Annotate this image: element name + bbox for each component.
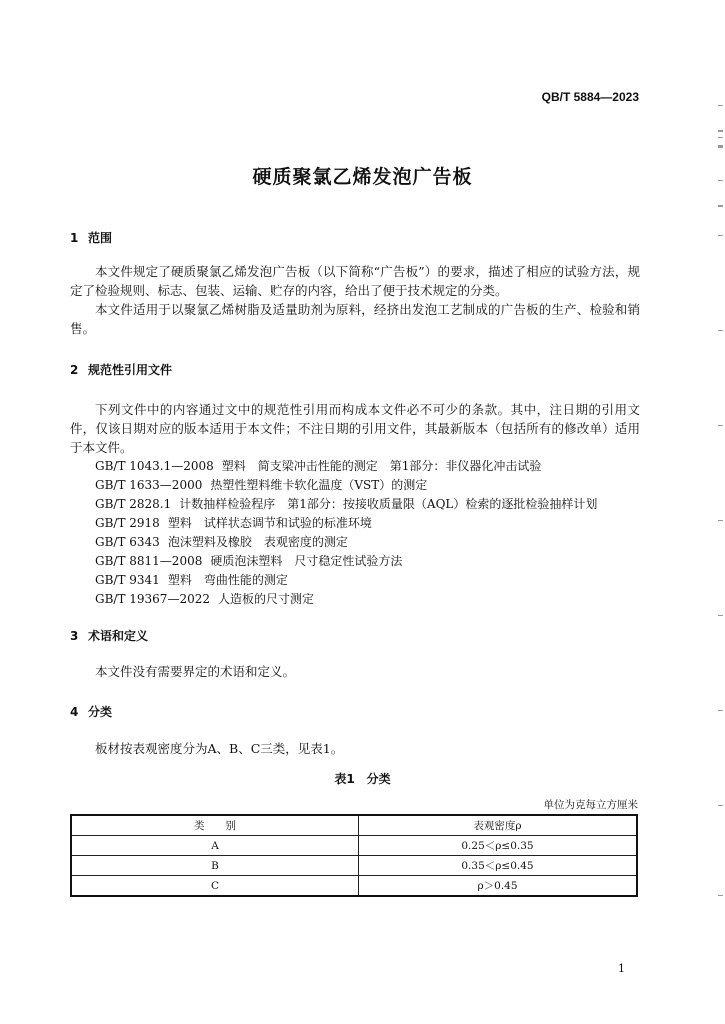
section-1-heading <box>70 229 112 246</box>
reference-item <box>95 552 597 571</box>
reference-title: 塑料 弯曲性能的测定 <box>167 573 288 587</box>
table-row <box>71 836 637 856</box>
reference-code: GB/T 1633—2000 <box>95 478 203 492</box>
table-cell-density: ρ＞0.45 <box>359 876 638 897</box>
section-1-paragraph-2: 本文件适用于以聚氯乙烯树脂及适量助剂为原料，经挤出发泡工艺制成的广告板的生产、检验和销售。 <box>70 302 640 336</box>
table-cell-density: 0.35＜ρ≤0.45 <box>359 856 638 876</box>
section-2-paragraph-1: 下列文件中的内容通过文中的规范性引用而构成本文件必不可少的条款。其中，注日期的引用文件，仅该日期对应的版本适用于本文件；不注日期的引用文件，其最新版本（包括所有的修改单）适用于本文件。 <box>70 402 640 455</box>
reference-code: GB/T 2918 <box>95 516 160 530</box>
section-4-heading <box>70 703 112 720</box>
reference-title: 泡沫塑料及橡胶 表观密度的测定 <box>167 535 348 549</box>
table-title: 表1 分类 <box>334 772 391 786</box>
section-2-heading <box>70 361 172 378</box>
header-category: 类 别 <box>71 815 359 836</box>
reference-code: GB/T 9341 <box>95 573 160 587</box>
reference-code: GB/T 19367—2022 <box>95 592 210 606</box>
table-cell-category: B <box>71 856 359 876</box>
reference-code: GB/T 6343 <box>95 535 160 549</box>
standard-code: QB/T 5884—2023 <box>541 90 639 104</box>
section-number: 4 <box>70 705 79 719</box>
header-apparent-density: 表观密度ρ <box>359 815 638 836</box>
reference-item <box>95 533 597 552</box>
classification-table <box>70 814 638 897</box>
reference-title: 塑料 试样状态调节和试验的标准环境 <box>167 516 372 530</box>
reference-item <box>95 571 597 590</box>
scan-edge-marks <box>713 95 725 975</box>
reference-item <box>95 495 597 514</box>
page-number: 1 <box>618 962 625 975</box>
reference-title: 人造板的尺寸测定 <box>217 592 314 606</box>
normative-reference-list <box>95 457 597 609</box>
section-title: 分类 <box>88 705 113 719</box>
reference-title: 计数抽样检验程序 第1部分：按接收质量限（AQL）检索的逐批检验抽样计划 <box>179 497 598 511</box>
table-cell-category: C <box>71 876 359 897</box>
reference-title: 硬质泡沫塑料 尺寸稳定性试验方法 <box>210 554 403 568</box>
reference-item <box>95 457 597 476</box>
section-title: 范围 <box>88 231 113 245</box>
table-unit-note: 单位为克每立方厘米 <box>543 799 638 811</box>
table-row <box>71 856 637 876</box>
table-row <box>71 876 637 897</box>
section-3-heading <box>70 627 148 644</box>
section-number: 2 <box>70 363 79 377</box>
reference-code: GB/T 8811—2008 <box>95 554 203 568</box>
section-title: 规范性引用文件 <box>88 363 173 377</box>
section-title: 术语和定义 <box>88 629 149 643</box>
reference-code: GB/T 1043.1—2008 <box>95 459 214 473</box>
reference-item <box>95 514 597 533</box>
section-4-paragraph-1: 板材按表观密度分为A、B、C三类，见表1。 <box>95 741 344 756</box>
reference-title: 塑料 简支梁冲击性能的测定 第1部分：非仪器化冲击试验 <box>221 459 542 473</box>
reference-item <box>95 590 597 609</box>
section-1-paragraph-1: 本文件规定了硬质聚氯乙烯发泡广告板（以下简称“广告板”）的要求，描述了相应的试验方法，规定了检验规则、标志、包装、运输、贮存的内容，给出了便于技术规定的分类。 <box>70 264 640 298</box>
reference-title: 热塑性塑料维卡软化温度（VST）的测定 <box>210 478 428 492</box>
section-3-paragraph-1: 本文件没有需要界定的术语和定义。 <box>95 664 296 679</box>
table-header-row <box>71 815 637 836</box>
section-number: 1 <box>70 231 79 245</box>
reference-item <box>95 476 597 495</box>
reference-code: GB/T 2828.1 <box>95 497 172 511</box>
table-cell-category: A <box>71 836 359 856</box>
section-number: 3 <box>70 629 79 643</box>
table-cell-density: 0.25＜ρ≤0.35 <box>359 836 638 856</box>
document-title: 硬质聚氯乙烯发泡广告板 <box>252 166 473 188</box>
